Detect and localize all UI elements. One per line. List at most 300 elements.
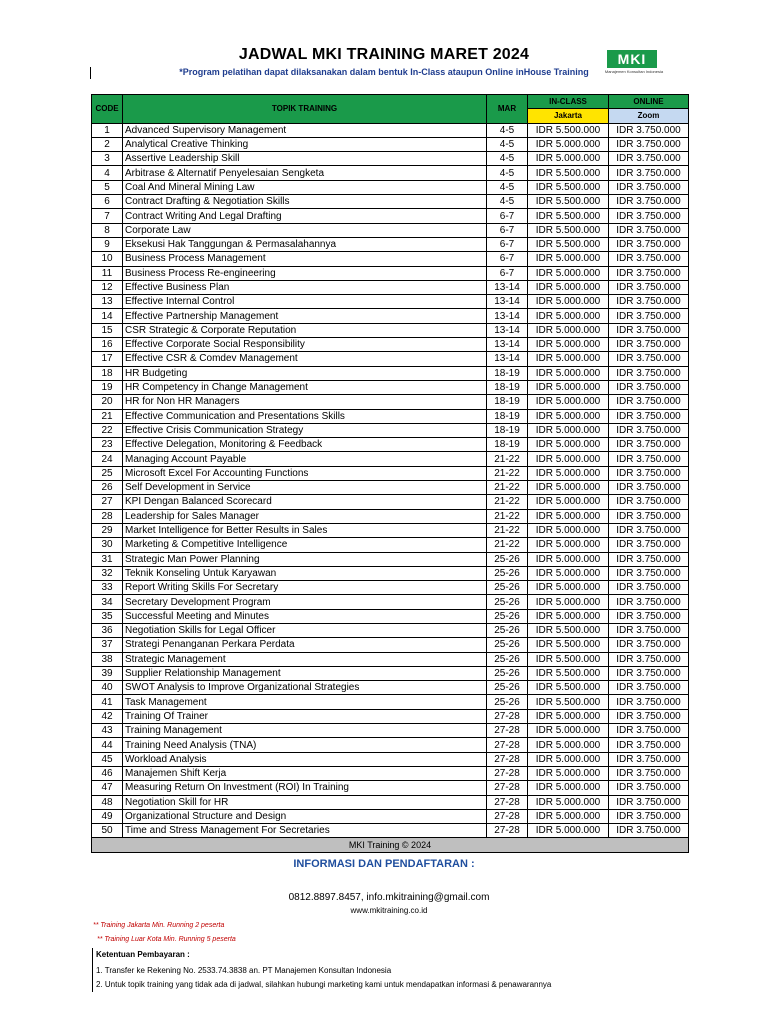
row-topic: Task Management (123, 695, 487, 709)
row-code: 8 (92, 223, 123, 237)
row-mar: 4-5 (487, 152, 528, 166)
row-code: 43 (92, 724, 123, 738)
row-topic: Negotiation Skill for HR (123, 795, 487, 809)
row-price-jakarta: IDR 5.000.000 (528, 781, 609, 795)
table-row (92, 766, 689, 780)
row-topic: Business Process Re-engineering (123, 266, 487, 280)
row-price-jakarta: IDR 5.000.000 (528, 724, 609, 738)
row-price-zoom: IDR 3.750.000 (609, 252, 689, 266)
row-price-jakarta: IDR 5.000.000 (528, 538, 609, 552)
row-mar: 13-14 (487, 280, 528, 294)
row-price-zoom: IDR 3.750.000 (609, 652, 689, 666)
row-price-zoom: IDR 3.750.000 (609, 380, 689, 394)
row-price-jakarta: IDR 5.500.000 (528, 638, 609, 652)
row-price-zoom: IDR 3.750.000 (609, 623, 689, 637)
payment-heading: Ketentuan Pembayaran : (96, 950, 190, 959)
row-code: 19 (92, 380, 123, 394)
row-topic: Effective Crisis Communication Strategy (123, 423, 487, 437)
row-mar: 6-7 (487, 209, 528, 223)
row-price-jakarta: IDR 5.000.000 (528, 581, 609, 595)
row-topic: Strategic Management (123, 652, 487, 666)
row-code: 17 (92, 352, 123, 366)
row-price-zoom: IDR 3.750.000 (609, 123, 689, 137)
page-title: JADWAL MKI TRAINING MARET 2024 (238, 46, 530, 63)
row-topic: Self Development in Service (123, 481, 487, 495)
row-code: 25 (92, 466, 123, 480)
row-price-jakarta: IDR 5.000.000 (528, 566, 609, 580)
table-row (92, 466, 689, 480)
row-mar: 25-26 (487, 595, 528, 609)
row-topic: Analytical Creative Thinking (123, 137, 487, 151)
row-price-jakarta: IDR 5.000.000 (528, 824, 609, 838)
row-code: 20 (92, 395, 123, 409)
row-price-zoom: IDR 3.750.000 (609, 409, 689, 423)
row-code: 38 (92, 652, 123, 666)
table-row (92, 709, 689, 723)
row-mar: 25-26 (487, 681, 528, 695)
row-topic: Teknik Konseling Untuk Karyawan (123, 566, 487, 580)
header-mar: MAR (487, 95, 528, 124)
row-price-zoom: IDR 3.750.000 (609, 423, 689, 437)
row-price-zoom: IDR 3.750.000 (609, 295, 689, 309)
row-topic: Training Management (123, 724, 487, 738)
row-price-jakarta: IDR 5.000.000 (528, 409, 609, 423)
row-code: 6 (92, 195, 123, 209)
row-mar: 21-22 (487, 466, 528, 480)
mki-logo (599, 50, 669, 76)
table-row (92, 595, 689, 609)
row-code: 39 (92, 666, 123, 680)
row-mar: 18-19 (487, 380, 528, 394)
table-row (92, 781, 689, 795)
row-mar: 6-7 (487, 223, 528, 237)
row-price-zoom: IDR 3.750.000 (609, 795, 689, 809)
row-mar: 6-7 (487, 237, 528, 251)
row-mar: 21-22 (487, 481, 528, 495)
row-mar: 4-5 (487, 123, 528, 137)
row-code: 32 (92, 566, 123, 580)
row-topic: Organizational Structure and Design (123, 809, 487, 823)
row-price-jakarta: IDR 5.000.000 (528, 323, 609, 337)
row-price-jakarta: IDR 5.000.000 (528, 795, 609, 809)
table-row (92, 666, 689, 680)
table-row (92, 824, 689, 838)
table-row (92, 652, 689, 666)
table-row (92, 738, 689, 752)
row-price-zoom: IDR 3.750.000 (609, 452, 689, 466)
row-code: 21 (92, 409, 123, 423)
header-inclass: IN-CLASS (528, 95, 609, 109)
row-topic: Effective Delegation, Monitoring & Feedback (123, 438, 487, 452)
row-price-jakarta: IDR 5.500.000 (528, 237, 609, 251)
row-price-zoom: IDR 3.750.000 (609, 523, 689, 537)
table-row (92, 180, 689, 194)
row-code: 29 (92, 523, 123, 537)
row-mar: 27-28 (487, 781, 528, 795)
row-code: 40 (92, 681, 123, 695)
row-price-zoom: IDR 3.750.000 (609, 781, 689, 795)
row-price-jakarta: IDR 5.000.000 (528, 395, 609, 409)
row-code: 36 (92, 623, 123, 637)
row-price-zoom: IDR 3.750.000 (609, 752, 689, 766)
row-topic: Measuring Return On Investment (ROI) In Training (123, 781, 487, 795)
row-price-jakarta: IDR 5.000.000 (528, 509, 609, 523)
row-mar: 27-28 (487, 724, 528, 738)
row-code: 1 (92, 123, 123, 137)
row-code: 4 (92, 166, 123, 180)
row-price-zoom: IDR 3.750.000 (609, 366, 689, 380)
table-row (92, 166, 689, 180)
row-code: 46 (92, 766, 123, 780)
row-price-zoom: IDR 3.750.000 (609, 666, 689, 680)
row-price-zoom: IDR 3.750.000 (609, 152, 689, 166)
row-topic: Arbitrase & Alternatif Penyelesaian Sengketa (123, 166, 487, 180)
row-code: 37 (92, 638, 123, 652)
row-price-zoom: IDR 3.750.000 (609, 824, 689, 838)
row-price-jakarta: IDR 5.000.000 (528, 423, 609, 437)
row-topic: Corporate Law (123, 223, 487, 237)
row-price-jakarta: IDR 5.000.000 (528, 137, 609, 151)
row-code: 45 (92, 752, 123, 766)
row-topic: Manajemen Shift Kerja (123, 766, 487, 780)
table-row (92, 438, 689, 452)
row-price-zoom: IDR 3.750.000 (609, 338, 689, 352)
header-code: CODE (92, 95, 123, 124)
row-price-zoom: IDR 3.750.000 (609, 566, 689, 580)
table-row (92, 352, 689, 366)
row-mar: 13-14 (487, 352, 528, 366)
row-price-zoom: IDR 3.750.000 (609, 438, 689, 452)
row-code: 26 (92, 481, 123, 495)
row-topic: KPI Dengan Balanced Scorecard (123, 495, 487, 509)
table-row (92, 638, 689, 652)
row-code: 31 (92, 552, 123, 566)
row-code: 16 (92, 338, 123, 352)
table-row (92, 409, 689, 423)
row-topic: Microsoft Excel For Accounting Functions (123, 466, 487, 480)
page-subtitle: *Program pelatihan dapat dilaksanakan dalam bentuk In-Class ataupun Online inHouse Training (179, 67, 589, 77)
row-topic: Strategi Penanganan Perkara Perdata (123, 638, 487, 652)
row-price-zoom: IDR 3.750.000 (609, 638, 689, 652)
info-heading: INFORMASI DAN PENDAFTARAN : (293, 858, 475, 870)
row-price-jakarta: IDR 5.000.000 (528, 266, 609, 280)
payment-line-2: 2. Untuk topik training yang tidak ada di jadwal, silahkan hubungi marketing kami untuk mendapatkan informasi & penawarannya (96, 980, 552, 989)
row-topic: Time and Stress Management For Secretaries (123, 824, 487, 838)
row-topic: Report Writing Skills For Secretary (123, 581, 487, 595)
row-mar: 25-26 (487, 566, 528, 580)
table-row (92, 237, 689, 251)
row-price-jakarta: IDR 5.500.000 (528, 666, 609, 680)
row-mar: 25-26 (487, 652, 528, 666)
header-zoom: Zoom (609, 109, 689, 123)
row-price-zoom: IDR 3.750.000 (609, 766, 689, 780)
row-topic: Advanced Supervisory Management (123, 123, 487, 137)
contact-info: 0812.8897.8457, info.mkitraining@gmail.com (288, 892, 490, 903)
table-row (92, 123, 689, 137)
table-row (92, 295, 689, 309)
row-topic: Eksekusi Hak Tanggungan & Permasalahannya (123, 237, 487, 251)
row-price-jakarta: IDR 5.000.000 (528, 523, 609, 537)
row-code: 33 (92, 581, 123, 595)
row-price-jakarta: IDR 5.500.000 (528, 166, 609, 180)
table-row (92, 509, 689, 523)
row-code: 41 (92, 695, 123, 709)
row-price-jakarta: IDR 5.000.000 (528, 481, 609, 495)
table-row (92, 581, 689, 595)
table-row (92, 795, 689, 809)
row-price-zoom: IDR 3.750.000 (609, 609, 689, 623)
row-mar: 18-19 (487, 438, 528, 452)
row-mar: 18-19 (487, 423, 528, 437)
row-mar: 21-22 (487, 538, 528, 552)
row-code: 35 (92, 609, 123, 623)
row-code: 27 (92, 495, 123, 509)
table-row (92, 695, 689, 709)
row-topic: SWOT Analysis to Improve Organizational Strategies (123, 681, 487, 695)
row-topic: Business Process Management (123, 252, 487, 266)
row-price-jakarta: IDR 5.000.000 (528, 766, 609, 780)
row-price-jakarta: IDR 5.000.000 (528, 338, 609, 352)
row-price-zoom: IDR 3.750.000 (609, 223, 689, 237)
table-row (92, 481, 689, 495)
row-mar: 18-19 (487, 366, 528, 380)
row-code: 47 (92, 781, 123, 795)
table-row (92, 266, 689, 280)
row-topic: Leadership for Sales Manager (123, 509, 487, 523)
row-mar: 4-5 (487, 137, 528, 151)
table-row (92, 552, 689, 566)
row-mar: 6-7 (487, 252, 528, 266)
row-code: 30 (92, 538, 123, 552)
row-topic: HR Competency in Change Management (123, 380, 487, 394)
table-row (92, 752, 689, 766)
row-topic: Contract Drafting & Negotiation Skills (123, 195, 487, 209)
row-price-zoom: IDR 3.750.000 (609, 166, 689, 180)
row-topic: HR for Non HR Managers (123, 395, 487, 409)
row-mar: 27-28 (487, 766, 528, 780)
row-price-zoom: IDR 3.750.000 (609, 195, 689, 209)
row-code: 42 (92, 709, 123, 723)
row-mar: 21-22 (487, 452, 528, 466)
row-topic: Training Need Analysis (TNA) (123, 738, 487, 752)
table-row (92, 809, 689, 823)
row-price-jakarta: IDR 5.000.000 (528, 495, 609, 509)
row-topic: Effective Business Plan (123, 280, 487, 294)
row-price-jakarta: IDR 5.000.000 (528, 809, 609, 823)
row-topic: Contract Writing And Legal Drafting (123, 209, 487, 223)
row-price-jakarta: IDR 5.500.000 (528, 695, 609, 709)
row-price-jakarta: IDR 5.000.000 (528, 752, 609, 766)
row-code: 15 (92, 323, 123, 337)
row-topic: Strategic Man Power Planning (123, 552, 487, 566)
row-price-zoom: IDR 3.750.000 (609, 695, 689, 709)
row-mar: 25-26 (487, 666, 528, 680)
row-price-jakarta: IDR 5.000.000 (528, 280, 609, 294)
row-mar: 25-26 (487, 638, 528, 652)
row-code: 23 (92, 438, 123, 452)
row-mar: 27-28 (487, 709, 528, 723)
row-price-jakarta: IDR 5.000.000 (528, 309, 609, 323)
table-row (92, 681, 689, 695)
row-price-jakarta: IDR 5.500.000 (528, 123, 609, 137)
row-price-jakarta: IDR 5.000.000 (528, 295, 609, 309)
row-mar: 4-5 (487, 166, 528, 180)
row-price-zoom: IDR 3.750.000 (609, 595, 689, 609)
row-mar: 21-22 (487, 509, 528, 523)
row-price-zoom: IDR 3.750.000 (609, 137, 689, 151)
row-price-jakarta: IDR 5.000.000 (528, 252, 609, 266)
row-price-zoom: IDR 3.750.000 (609, 237, 689, 251)
table-row (92, 380, 689, 394)
table-row (92, 366, 689, 380)
row-price-zoom: IDR 3.750.000 (609, 552, 689, 566)
row-topic: Supplier Relationship Management (123, 666, 487, 680)
row-mar: 18-19 (487, 409, 528, 423)
row-code: 13 (92, 295, 123, 309)
row-code: 9 (92, 237, 123, 251)
row-code: 7 (92, 209, 123, 223)
table-row (92, 252, 689, 266)
row-price-jakarta: IDR 5.500.000 (528, 652, 609, 666)
row-price-zoom: IDR 3.750.000 (609, 352, 689, 366)
row-price-zoom: IDR 3.750.000 (609, 509, 689, 523)
table-footer-row (92, 838, 689, 852)
row-mar: 27-28 (487, 738, 528, 752)
table-header-row (92, 95, 689, 109)
table-row (92, 137, 689, 151)
header-jakarta: Jakarta (528, 109, 609, 123)
row-mar: 27-28 (487, 824, 528, 838)
row-price-jakarta: IDR 5.500.000 (528, 681, 609, 695)
row-price-jakarta: IDR 5.500.000 (528, 209, 609, 223)
row-mar: 21-22 (487, 523, 528, 537)
table-row (92, 623, 689, 637)
table-row (92, 495, 689, 509)
row-topic: Effective Corporate Social Responsibility (123, 338, 487, 352)
row-code: 10 (92, 252, 123, 266)
row-mar: 13-14 (487, 309, 528, 323)
row-price-zoom: IDR 3.750.000 (609, 309, 689, 323)
row-topic: Assertive Leadership Skill (123, 152, 487, 166)
row-code: 49 (92, 809, 123, 823)
row-topic: Coal And Mineral Mining Law (123, 180, 487, 194)
row-topic: Market Intelligence for Better Results in Sales (123, 523, 487, 537)
row-mar: 27-28 (487, 795, 528, 809)
table-row (92, 724, 689, 738)
row-price-zoom: IDR 3.750.000 (609, 481, 689, 495)
header-topic: TOPIK TRAINING (123, 95, 487, 124)
row-code: 2 (92, 137, 123, 151)
table-row (92, 523, 689, 537)
table-row (92, 323, 689, 337)
row-price-jakarta: IDR 5.000.000 (528, 595, 609, 609)
table-row (92, 338, 689, 352)
row-topic: Secretary Development Program (123, 595, 487, 609)
row-price-zoom: IDR 3.750.000 (609, 209, 689, 223)
payment-terms (92, 948, 636, 992)
training-schedule-table (91, 94, 689, 853)
row-price-zoom: IDR 3.750.000 (609, 724, 689, 738)
row-mar: 13-14 (487, 323, 528, 337)
row-code: 11 (92, 266, 123, 280)
row-price-zoom: IDR 3.750.000 (609, 395, 689, 409)
row-price-zoom: IDR 3.750.000 (609, 681, 689, 695)
row-mar: 27-28 (487, 752, 528, 766)
row-mar: 25-26 (487, 552, 528, 566)
row-code: 18 (92, 366, 123, 380)
table-row (92, 209, 689, 223)
table-row (92, 152, 689, 166)
note-jakarta: ** Training Jakarta Min. Running 2 peserta (93, 922, 225, 929)
row-price-zoom: IDR 3.750.000 (609, 581, 689, 595)
row-price-zoom: IDR 3.750.000 (609, 809, 689, 823)
table-row (92, 423, 689, 437)
row-topic: Successful Meeting and Minutes (123, 609, 487, 623)
row-price-jakarta: IDR 5.000.000 (528, 609, 609, 623)
row-code: 34 (92, 595, 123, 609)
table-row (92, 280, 689, 294)
row-price-jakarta: IDR 5.000.000 (528, 466, 609, 480)
row-code: 5 (92, 180, 123, 194)
row-code: 24 (92, 452, 123, 466)
table-row (92, 566, 689, 580)
table-row (92, 538, 689, 552)
row-topic: HR Budgeting (123, 366, 487, 380)
row-price-jakarta: IDR 5.000.000 (528, 709, 609, 723)
row-price-zoom: IDR 3.750.000 (609, 180, 689, 194)
row-price-jakarta: IDR 5.500.000 (528, 623, 609, 637)
website-link[interactable]: www.mkitraining.co.id (350, 906, 428, 915)
note-luar-kota: ** Training Luar Kota Min. Running 5 peserta (97, 936, 236, 943)
logo-tagline: Manajemen Konsultan Indonesia (604, 69, 664, 74)
row-price-jakarta: IDR 5.000.000 (528, 452, 609, 466)
row-topic: Effective CSR & Comdev Management (123, 352, 487, 366)
row-mar: 25-26 (487, 695, 528, 709)
row-code: 50 (92, 824, 123, 838)
table-footer: MKI Training © 2024 (92, 838, 689, 852)
row-code: 44 (92, 738, 123, 752)
row-price-zoom: IDR 3.750.000 (609, 538, 689, 552)
table-row (92, 223, 689, 237)
row-topic: Effective Internal Control (123, 295, 487, 309)
row-code: 28 (92, 509, 123, 523)
payment-line-1: 1. Transfer ke Rekening No. 2533.74.3838 an. PT Manajemen Konsultan Indonesia (96, 966, 392, 975)
row-price-zoom: IDR 3.750.000 (609, 738, 689, 752)
row-price-zoom: IDR 3.750.000 (609, 466, 689, 480)
row-topic: Workload Analysis (123, 752, 487, 766)
row-topic: CSR Strategic & Corporate Reputation (123, 323, 487, 337)
row-mar: 25-26 (487, 581, 528, 595)
row-price-zoom: IDR 3.750.000 (609, 280, 689, 294)
row-price-zoom: IDR 3.750.000 (609, 266, 689, 280)
table-row (92, 195, 689, 209)
row-mar: 13-14 (487, 295, 528, 309)
row-code: 3 (92, 152, 123, 166)
row-mar: 27-28 (487, 809, 528, 823)
row-mar: 25-26 (487, 609, 528, 623)
row-code: 12 (92, 280, 123, 294)
row-topic: Negotiation Skills for Legal Officer (123, 623, 487, 637)
row-code: 22 (92, 423, 123, 437)
row-price-jakarta: IDR 5.000.000 (528, 380, 609, 394)
row-topic: Effective Partnership Management (123, 309, 487, 323)
row-mar: 6-7 (487, 266, 528, 280)
row-price-jakarta: IDR 5.000.000 (528, 438, 609, 452)
row-mar: 4-5 (487, 180, 528, 194)
row-price-jakarta: IDR 5.000.000 (528, 152, 609, 166)
row-mar: 25-26 (487, 623, 528, 637)
row-price-zoom: IDR 3.750.000 (609, 323, 689, 337)
